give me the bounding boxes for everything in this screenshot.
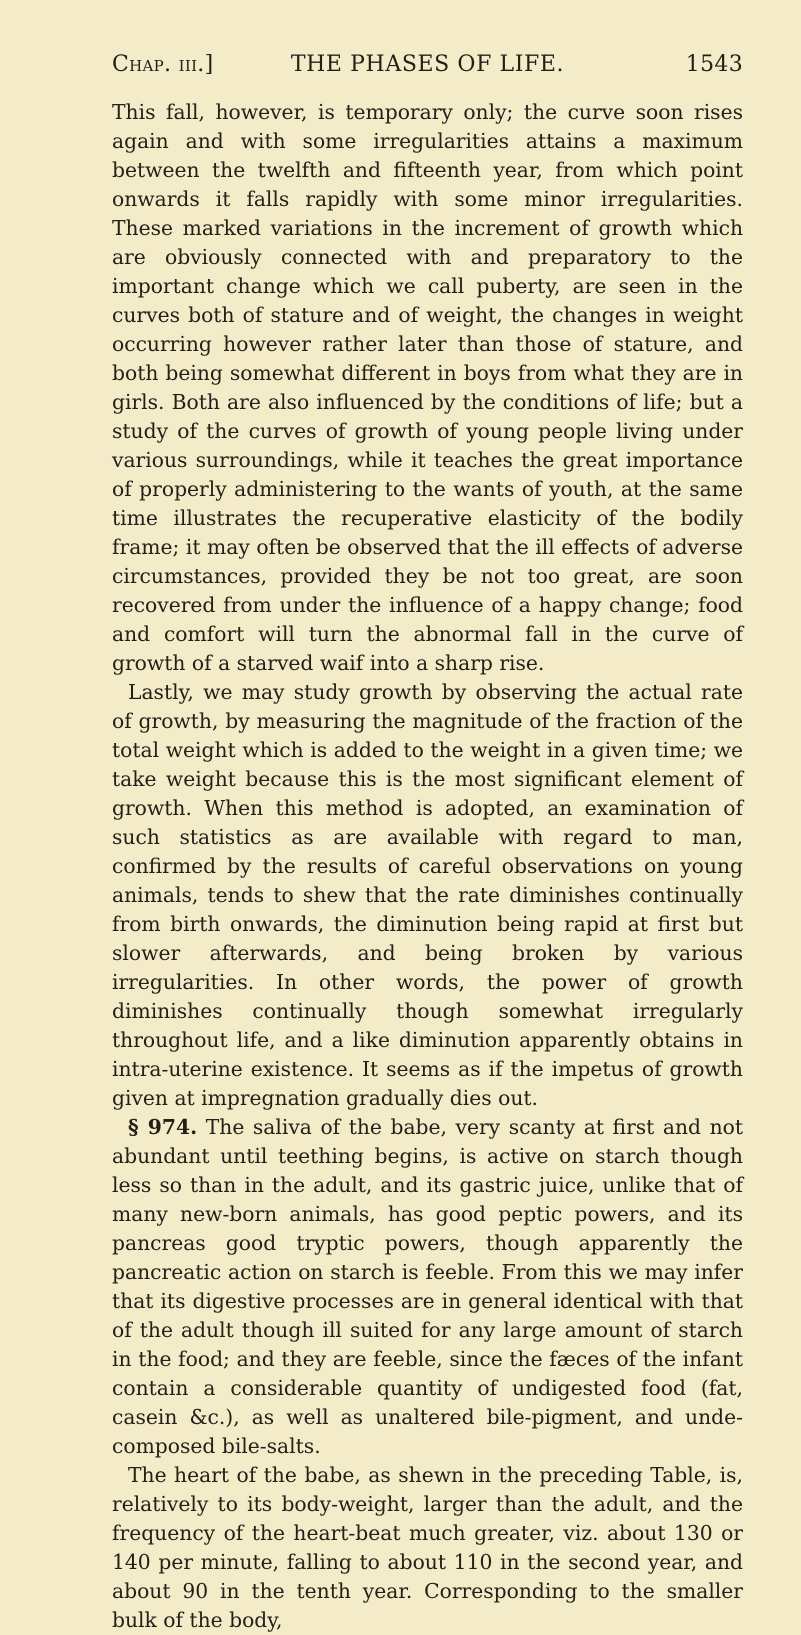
paragraph-text: The saliva of the babe, very scanty at first and not abundant until teething begins, is active on starch though less so than in the adult, and its gastric juice, unlike that of many new-born animals, has good peptic powers, and its pancreas good tryptic powers, though apparently the pancreatic action on starch is feeble. From this we may infer that its digestive processes are in general identical with that of the adult though ill suited for any large amount of starch in the food; and they are feeble, since the fæces of the infant contain a considerable quantity of undigested food (fat, casein &c.), as well as unaltered bile-pigment, and unde-composed bile-salts. bbox=[112, 1115, 743, 1458]
body-text bbox=[112, 98, 743, 1635]
page-number: 1543 bbox=[685, 52, 743, 77]
paragraph-section-974 bbox=[112, 1113, 743, 1461]
paragraph-growth-fall bbox=[112, 98, 743, 678]
chapter-label: Chap. iii.] bbox=[112, 52, 214, 77]
paragraph-text: The heart of the babe, as shewn in the preceding Table, is, relatively to its body-weight, larger than the adult, and the frequency of the heart-beat much greater, viz. about 130 or 140 per minute, falling to about 110 in the second year, and about 90 in the tenth year. Corresponding to the smaller bulk of the body, bbox=[112, 1463, 743, 1632]
running-head bbox=[112, 52, 743, 86]
paragraph-text: Lastly, we may study growth by observing the actual rate of growth, by measuring the magnitude of the fraction of the total weight which is added to the weight in a given time; we take weight because this is the most significant element of growth. When this method is adopted, an examination of such statistics as are available with regard to man, confirmed by the results of careful observations on young animals, tends to shew that the rate diminishes continually from birth onwards, the diminution being rapid at first but slower afterwards, and being broken by various irregularities. In other words, the power of growth diminishes continually though somewhat irregularly throughout life, and a like diminution apparently obtains in intra-uterine existence. It seems as if the impetus of growth given at impregnation gradually dies out. bbox=[112, 680, 743, 1110]
paragraph-rate-of-growth bbox=[112, 678, 743, 1113]
running-title: THE PHASES OF LIFE. bbox=[290, 52, 565, 77]
paragraph-heart-of-babe bbox=[112, 1461, 743, 1635]
section-number: § 974. bbox=[128, 1115, 198, 1139]
paragraph-text: This fall, however, is temporary only; the curve soon rises again and with some irregularities attains a maximum between the twelfth and fifteenth year, from which point onwards it falls rapidly with some minor irregularities. These marked variations in the increment of growth which are obviously connected with and preparatory to the important change which we call puberty, are seen in the curves both of stature and of weight, the changes in weight occurring however rather later than those of stature, and both being somewhat different in boys from what they are in girls. Both are also influenced by the conditions of life; but a study of the curves of growth of young people living under various surroundings, while it teaches the great importance of properly administering to the wants of youth, at the same time illustrates the recuperative elasticity of the bodily frame; it may often be observed that the ill effects of adverse circumstances, provided they be not too great, are soon recovered from under the influence of a happy change; food and comfort will turn the abnormal fall in the curve of growth of a starved waif into a sharp rise. bbox=[112, 100, 743, 675]
